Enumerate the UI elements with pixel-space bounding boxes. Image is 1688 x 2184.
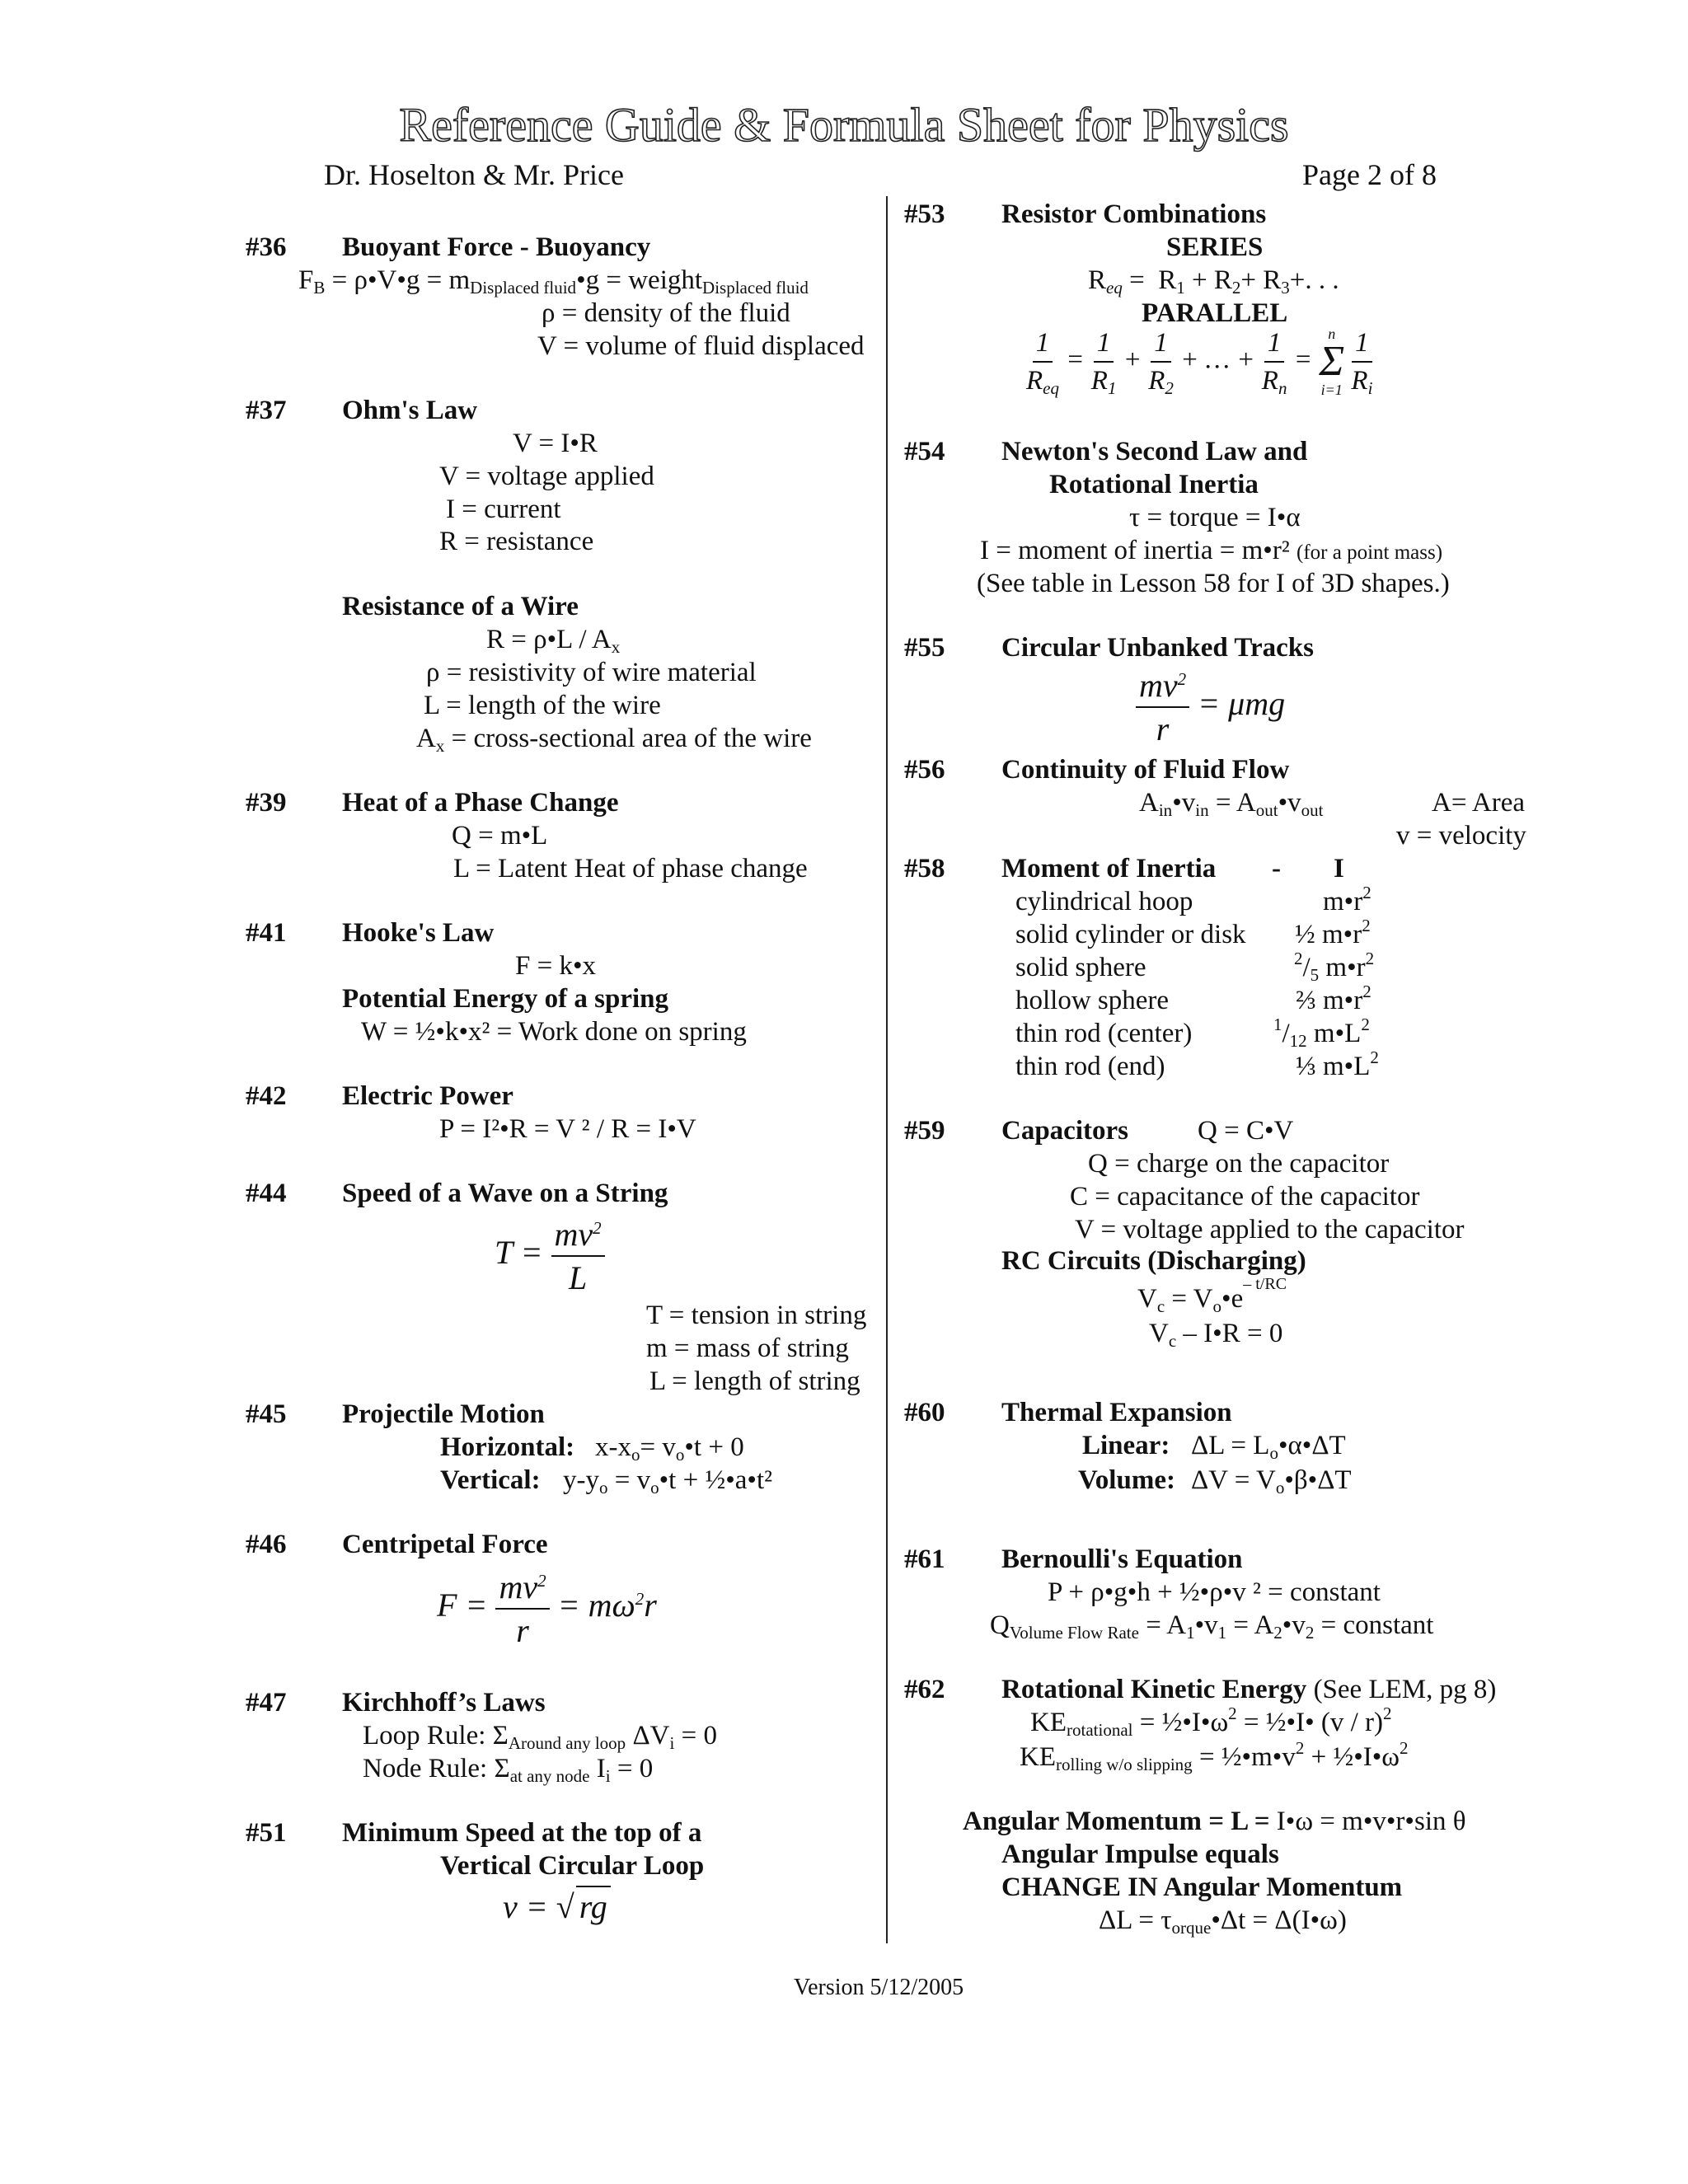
inertia-def [980,534,1442,569]
inertia-value-4: ⅔ $m•r^2$ [1296,982,1372,1015]
buoyancy-def-1: ρ = density of the fluid [542,298,790,328]
section-num-46: #46 [246,1530,287,1559]
rc-formula-1: $V_c$ = $V_o•e^{- t/RC}$ [1137,1275,1287,1316]
inertia-shape-6: thin rod (end) [1015,1052,1165,1081]
section-title-45: Projectile Motion [342,1399,545,1429]
inertia-def-note: (for a point mass) [1296,541,1443,564]
section-title-51b: Vertical Circular Loop [440,1851,705,1881]
section-title-46: Centripetal Force [342,1530,548,1559]
section-title-42: Electric Power [342,1081,513,1111]
inertia-shape-5: thin rod (center) [1015,1019,1193,1048]
section-title-44: Speed of a Wave on a String [342,1179,668,1208]
section-num-53: #53 [904,199,945,229]
angular-momentum-formula: I•ω = m•v•r•sin θ [1276,1807,1466,1836]
section-title-53: Resistor Combinations [1001,199,1267,229]
section-title-36: Buoyant Force - Buoyancy [342,232,651,262]
section-title-62-wrap [1001,1673,1496,1706]
section-62-note: (See LEM, pg 8) [1313,1675,1497,1704]
section-num-37: #37 [246,396,287,425]
horizontal-formula: $x-x_o=$ $v_o•t + 0$ [595,1432,744,1465]
section-title-58: Moment of Inertia [1001,854,1217,883]
ohms-def-1: V = voltage applied [439,462,654,491]
ke-rotational-formula: $KE_{rotational}$ = $\frac{1}{2}•I•\omega^2$ = ½•I• (v / r)$^2$ [1030,1704,1392,1740]
inertia-value-5: $^1/_{12}$ $m•L^2$ [1273,1015,1370,1051]
bernoulli-formula: P + ρ•g•h + ½•ρ•v ² = constant [1048,1577,1381,1607]
inertia-shape-4: hollow sphere [1015,986,1170,1015]
wire-def-1: ρ = resistivity of wire material [426,658,757,687]
series-formula: $R_{eq} = R_1 + R_2+ R_3+$. . . [1088,265,1339,298]
section-num-59: #59 [904,1116,945,1146]
section-title-39: Heat of a Phase Change [342,788,619,818]
inertia-def-text: I = moment of inertia = m•r² [980,536,1290,565]
phase-formula: Q = m•L [452,821,548,851]
continuity-formula: $A_{in}•v_{in}$ = $A_{out}•v_{out}$ [1139,788,1324,820]
page-title: Reference Guide & Formula Sheet for Physics [399,98,1289,152]
inertia-value-6: ⅓ $m•L^2$ [1296,1047,1379,1081]
parallel-formula: $\frac{1}{R_{eq}}$ = $\frac{1}{R_1}$ + $\frac{1}{R_2}$ + … + $\frac{1}{R_n}$ = n Σ i=1 $\frac{1}{R_i}$ [1026,326,1373,398]
section-title-56: Continuity of Fluid Flow [1001,755,1290,785]
inertia-value-3: $^2/_5$ $m•r^2$ [1294,949,1375,985]
volume-formula: $\Delta V = V_o•\beta•\Delta T$ [1191,1465,1352,1497]
ohms-formula: V = I•R [513,429,598,458]
section-title-60: Thermal Expansion [1001,1398,1232,1427]
angular-impulse-line: Angular Impulse equals [1001,1840,1279,1869]
wire-resistance-title: Resistance of a Wire [342,592,579,621]
power-formula: P = I²•R = V ² / R = I•V [439,1114,696,1144]
section-num-60: #60 [904,1398,945,1427]
angular-impulse-formula: $\Delta L = \tau_{orque}•\Delta t$ = Δ(I•ω) [1099,1905,1347,1938]
linear-formula: $\Delta L = L_o•\alpha•\Delta T$ [1191,1431,1346,1463]
wire-def-3: $A_x$ = cross-sectional area of the wire [416,724,812,756]
inertia-table-note: (See table in Lesson 58 for I of 3D shapes.) [977,569,1450,598]
rc-formula-2: $V_c$ – I•R = 0 [1149,1319,1283,1351]
hooke-formula: F = k•x [515,951,597,981]
capacitor-formula: Q = C•V [1198,1116,1294,1146]
inertia-shape-2: solid cylinder or disk [1015,920,1246,949]
series-label: SERIES [1166,232,1264,262]
version-footer: Version 5/12/2005 [794,1975,964,2000]
linear-label: Linear: [1082,1431,1170,1460]
vertical-label: Vertical: [440,1465,541,1495]
inertia-value-2: ½ $m•r^2$ [1295,916,1371,949]
section-num-55: #55 [904,633,945,663]
angular-change-line: CHANGE IN Angular Momentum [1001,1872,1403,1902]
vertical-formula: $y-y_o$ = $v_o•t$ + ½•a•t² [563,1465,773,1497]
capacitor-def-3: V = voltage applied to the capacitor [1075,1215,1465,1244]
section-num-41: #41 [246,918,287,948]
authors: Dr. Hoselton & Mr. Price [324,158,624,191]
section-num-39: #39 [246,788,287,818]
inertia-col-header: I [1334,854,1344,883]
buoyancy-formula: $F_B$ = ρ•V•g = $m_{Displaced fluid}•g$ = weight$_{Displaced fluid}$ [298,265,809,298]
section-num-54: #54 [904,437,945,466]
inertia-shape-1: cylindrical hoop [1015,887,1193,916]
inertia-dash: - [1272,854,1281,883]
rc-circuits-title: RC Circuits (Discharging) [1001,1246,1306,1276]
continuity-def-2: v = velocity [1396,821,1526,851]
torque-formula: τ = torque = I•α [1129,503,1301,532]
capacitor-def-2: C = capacitance of the capacitor [1070,1182,1420,1212]
section-num-61: #61 [904,1544,945,1574]
section-num-36: #36 [246,232,287,262]
section-num-44: #44 [246,1179,287,1208]
continuity-def-1: A= Area [1432,788,1525,818]
wave-def-2: m = mass of string [646,1333,849,1363]
volume-label: Volume: [1078,1465,1175,1495]
horizontal-label: Horizontal: [440,1432,575,1462]
centripetal-formula: F = $\frac{mv^2}{r}$ = $m\omega^2r$ [437,1568,657,1649]
section-title-54: Newton's Second Law and [1001,437,1308,466]
section-title-47: Kirchhoff’s Laws [342,1688,546,1718]
spring-pe-title: Potential Energy of a spring [342,984,668,1014]
loop-rule: Loop Rule: $\Sigma_{Around any loop}$ $\Delta V_i = 0$ [363,1721,717,1753]
section-title-62: Rotational Kinetic Energy [1001,1675,1307,1704]
ohms-def-3: R = resistance [439,527,594,556]
section-num-42: #42 [246,1081,287,1111]
ke-rolling-formula: $KE_{rolling w/o slipping}$ = $\frac{1}{2}•m•v^2$ + $\frac{1}{2}•I•\omega^2$ [1020,1738,1409,1774]
ohms-def-2: I = current [446,494,561,524]
section-num-56: #56 [904,755,945,785]
column-divider [886,196,888,1943]
section-title-51: Minimum Speed at the top of a [342,1818,702,1848]
section-num-58: #58 [904,854,945,883]
buoyancy-def-2: V = volume of fluid displaced [537,331,865,361]
section-title-59: Capacitors [1001,1116,1128,1146]
capacitor-def-1: Q = charge on the capacitor [1088,1149,1390,1179]
spring-pe-formula: W = ½•k•x² = Work done on spring [361,1017,747,1047]
section-num-47: #47 [246,1688,287,1718]
page-number: Page 2 of 8 [1302,158,1437,191]
section-title-41: Hooke's Law [342,918,495,948]
flow-rate-formula: $Q_{Volume Flow Rate}$ = $A_1•v_1$ = $A_2•v_2$ = constant [990,1610,1434,1643]
section-title-54b: Rotational Inertia [1049,470,1259,499]
angular-momentum [963,1805,1466,1838]
section-num-62: #62 [904,1675,945,1704]
section-title-37: Ohm's Law [342,396,478,425]
wave-def-3: L = length of string [649,1366,860,1396]
unbanked-formula: $\frac{mv^2}{r}$ = μmg [1136,666,1285,748]
section-num-51: #51 [246,1818,287,1848]
wire-def-2: L = length of the wire [424,691,661,720]
node-rule: Node Rule: $\Sigma_{at any node}$ $I_i = 0$ [363,1754,654,1786]
wave-speed-formula: T = $\frac{mv^2}{L}$ [495,1215,605,1297]
loop-speed-formula: v = √ rg [503,1886,611,1926]
section-title-61: Bernoulli's Equation [1001,1544,1243,1574]
inertia-shape-3: solid sphere [1015,953,1146,982]
phase-def-1: L = Latent Heat of phase change [453,854,808,883]
wire-resistance-formula: R = ρ•L / $A_x$ [486,625,621,657]
parallel-label: PARALLEL [1142,298,1288,328]
section-num-45: #45 [246,1399,287,1429]
angular-momentum-title: Angular Momentum = L = [963,1807,1277,1836]
section-title-55: Circular Unbanked Tracks [1001,633,1314,663]
wave-def-1: T = tension in string [646,1301,867,1330]
inertia-value-1: $m•r^2$ [1323,883,1372,916]
